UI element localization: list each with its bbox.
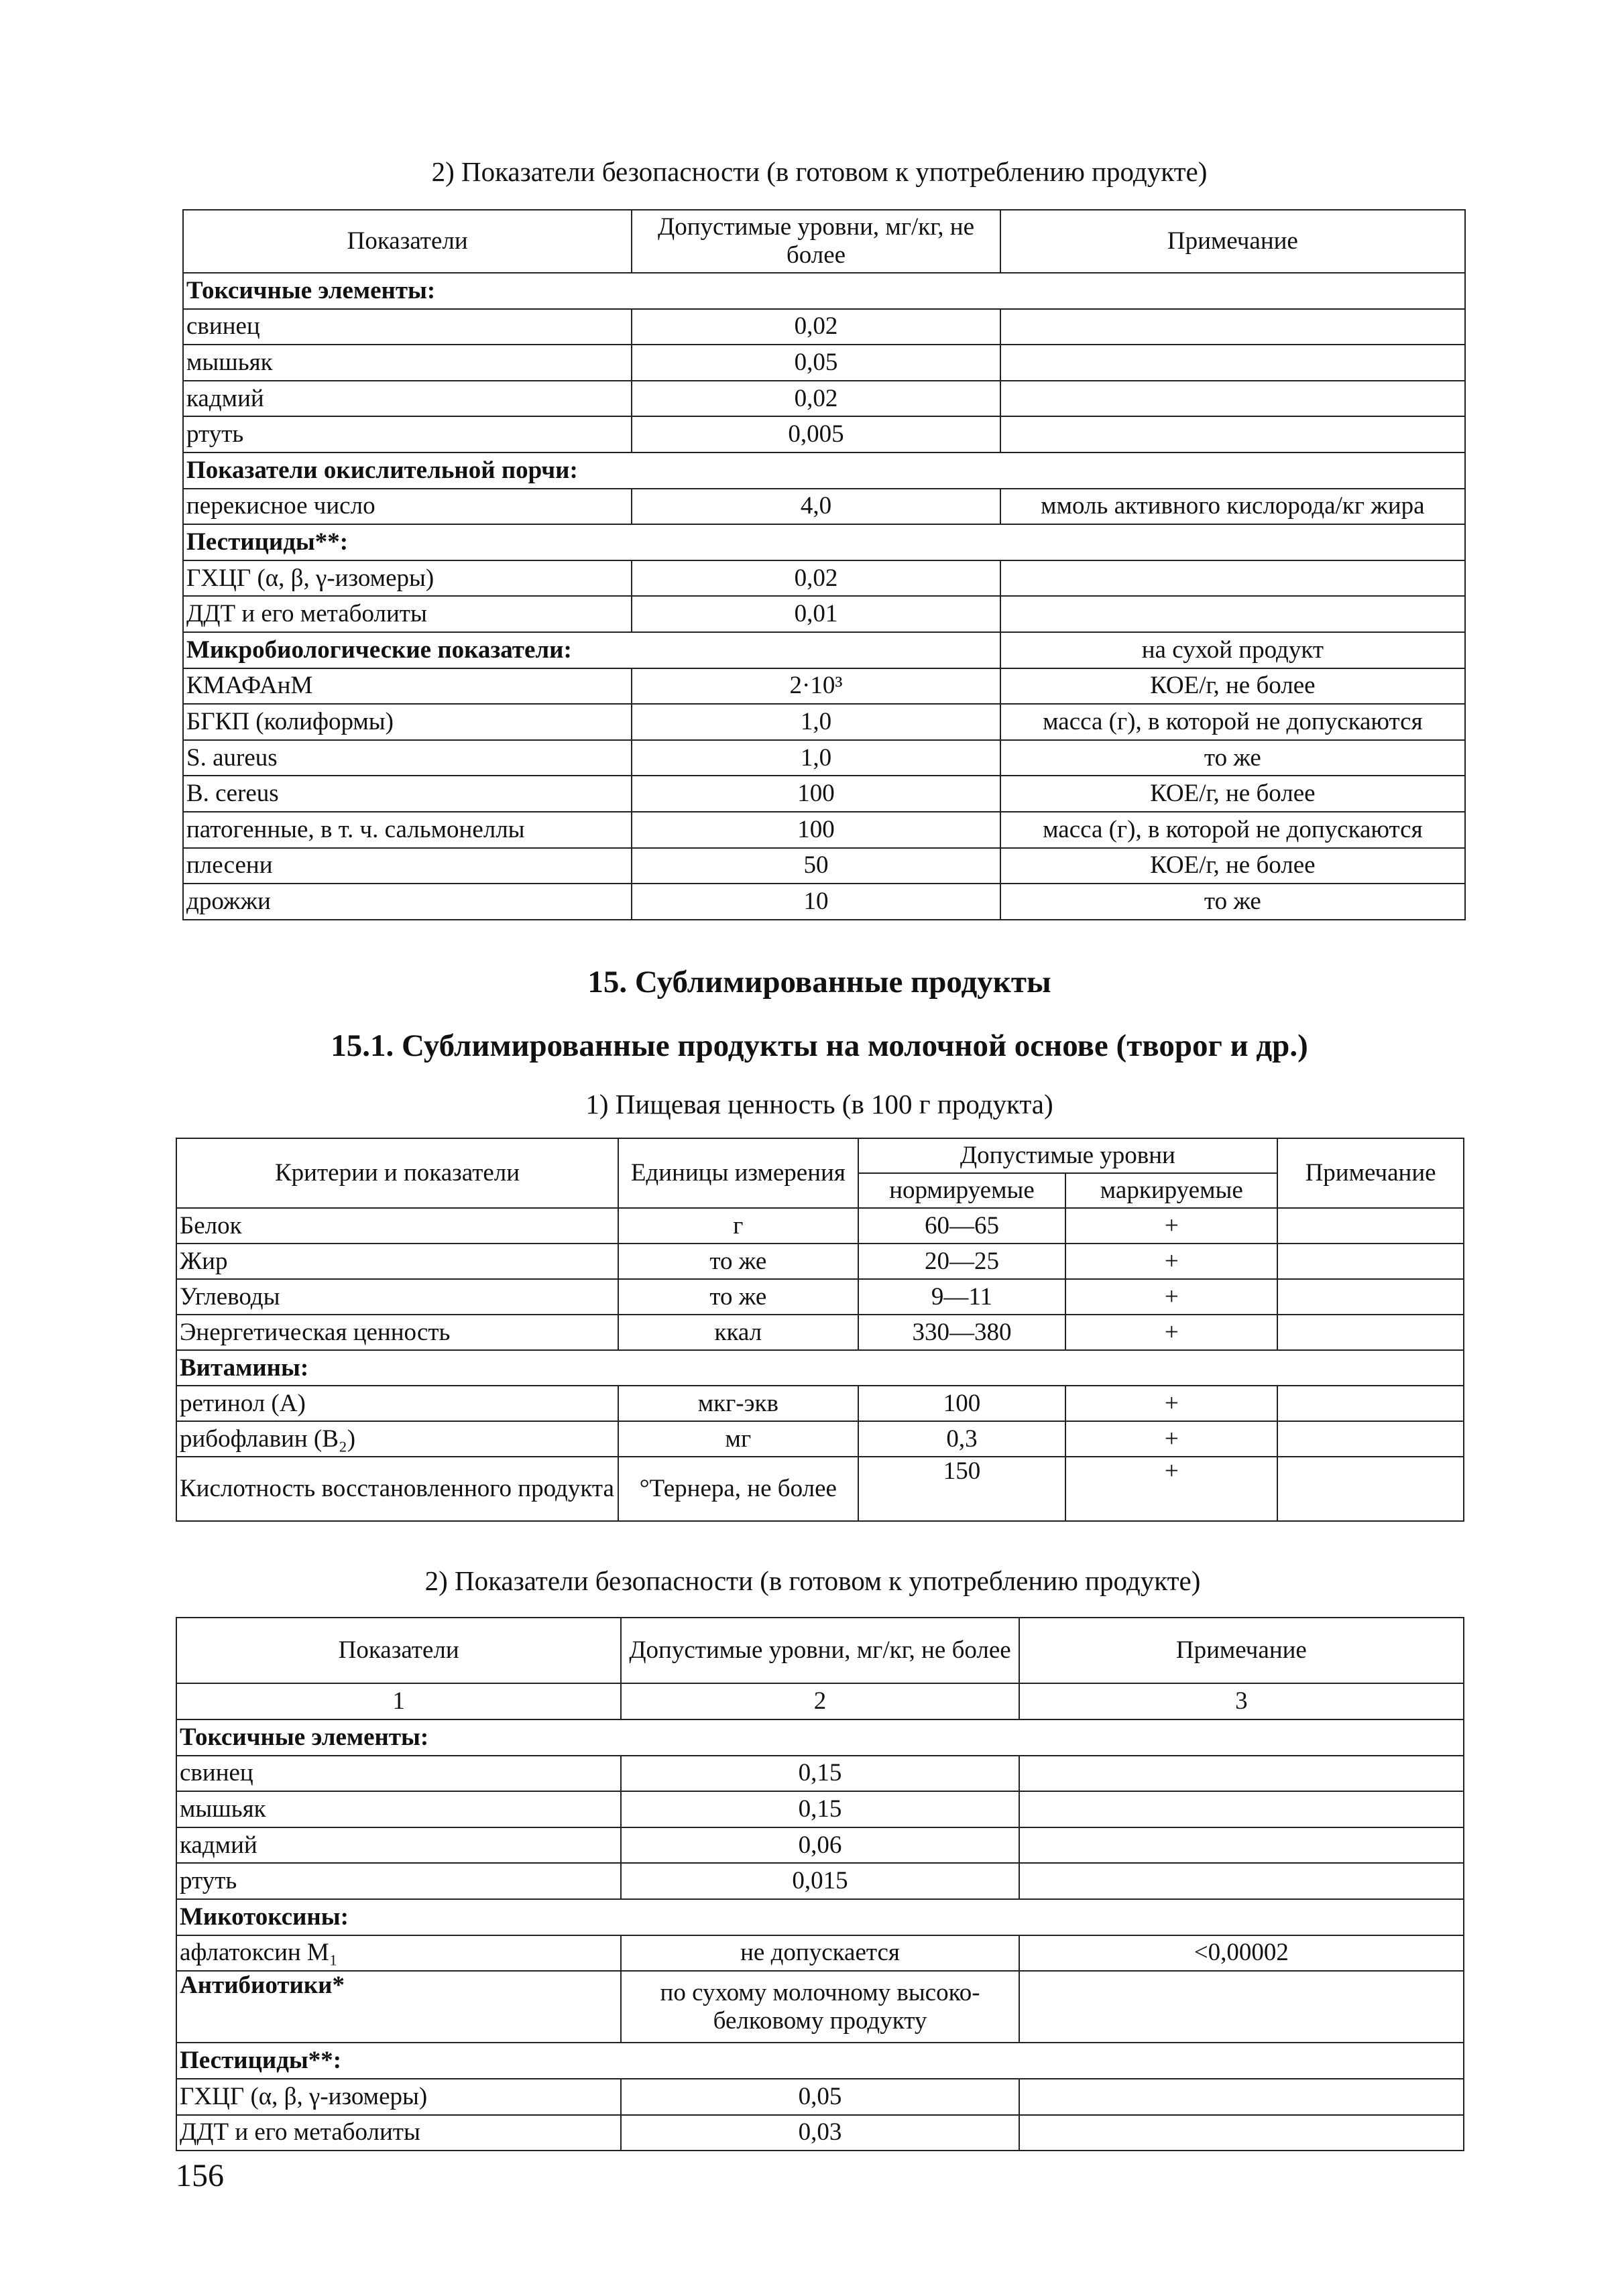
indicator-cell: перекисное число [183, 489, 632, 525]
page-number: 156 [176, 2158, 224, 2193]
normalized-cell: 150 [858, 1457, 1066, 1521]
section-label: Витамины: [176, 1350, 1464, 1386]
note-cell [1000, 560, 1465, 597]
nutrition-table [176, 1138, 1464, 1522]
units-cell: то же [618, 1244, 858, 1279]
level-cell: 0,02 [632, 309, 1000, 345]
labeled-cell: + [1065, 1315, 1277, 1350]
level-cell: 2·10³ [632, 668, 1000, 705]
table-row [176, 1279, 1464, 1315]
note-cell: то же [1000, 884, 1465, 920]
table-row [183, 309, 1465, 345]
level-cell: 1,0 [632, 740, 1000, 776]
th-note: Примечание [1019, 1618, 1464, 1683]
level-cell: 0,005 [632, 416, 1000, 452]
note-cell: <0,00002 [1019, 1935, 1464, 1972]
table-row [176, 1863, 1464, 1899]
indicator-cell: ГХЦГ (α, β, γ-изомеры) [183, 560, 632, 597]
section-row [183, 273, 1465, 309]
section-label: Токсичные элементы: [183, 273, 1465, 309]
table3-caption: 2) Показатели безопасности (в готовом к употреблению продукте) [424, 1565, 1201, 1596]
col-number-2: 2 [621, 1683, 1019, 1719]
table-row [176, 1421, 1464, 1457]
indicator-cell: ДДТ и его метаболиты [176, 2115, 621, 2151]
level-cell: 0,05 [632, 345, 1000, 381]
level-cell: 50 [632, 848, 1000, 884]
labeled-cell: + [1065, 1421, 1277, 1457]
note-cell [1277, 1244, 1464, 1279]
units-cell: мг [618, 1421, 858, 1457]
units-cell: г [618, 1208, 858, 1244]
note-cell [1019, 1863, 1464, 1899]
table-row [176, 2079, 1464, 2115]
units-cell: то же [618, 1279, 858, 1315]
note-cell [1019, 1791, 1464, 1827]
table-row [183, 345, 1465, 381]
indicator-cell: мышьяк [183, 345, 632, 381]
note-cell [1277, 1457, 1464, 1521]
note-cell: КОЕ/г, не более [1000, 848, 1465, 884]
note-cell [1019, 1971, 1464, 2043]
safety-table-2 [176, 1617, 1464, 2151]
indicator-cell: свинец [183, 309, 632, 345]
note-cell: масса (г), в которой не допускаются [1000, 704, 1465, 740]
level-cell: 10 [632, 884, 1000, 920]
th-levels: Допустимые уровни, мг/кг, не более [621, 1618, 1019, 1683]
note-cell: то же [1000, 740, 1465, 776]
indicator-cell: свинец [176, 1756, 621, 1792]
note-cell [1000, 596, 1465, 632]
indicator-cell: Антибиотики* [176, 1971, 621, 2043]
note-cell: масса (г), в которой не допускаются [1000, 812, 1465, 848]
col-number-3: 3 [1019, 1683, 1464, 1719]
indicator-cell: ГХЦГ (α, β, γ-изомеры) [176, 2079, 621, 2115]
th-units: Единицы измерения [618, 1138, 858, 1208]
table-row [176, 1827, 1464, 1864]
table-row [176, 1386, 1464, 1421]
level-cell: 4,0 [632, 489, 1000, 525]
note-cell [1277, 1421, 1464, 1457]
note-cell [1000, 309, 1465, 345]
criteria-cell: ретинол (А) [176, 1386, 618, 1421]
criteria-cell: рибофлавин (B₂) [176, 1421, 618, 1457]
col-number-1: 1 [176, 1683, 621, 1719]
note-cell [1019, 2115, 1464, 2151]
normalized-cell: 0,3 [858, 1421, 1066, 1457]
table-row [183, 381, 1465, 417]
table-row [183, 812, 1465, 848]
note-cell [1277, 1279, 1464, 1315]
table-row [176, 1244, 1464, 1279]
section-label: Токсичные элементы: [176, 1719, 1464, 1756]
th-note: Примечание [1277, 1138, 1464, 1208]
indicator-cell: патогенные, в т. ч. сальмонеллы [183, 812, 632, 848]
note-cell [1019, 1827, 1464, 1864]
th-indicators: Показатели [176, 1618, 621, 1683]
units-cell: °Тернера, не более [618, 1457, 858, 1521]
note-cell [1019, 2079, 1464, 2115]
section-row [183, 632, 1465, 668]
note-cell [1019, 1756, 1464, 1792]
table-row [183, 884, 1465, 920]
section-row [176, 2043, 1464, 2079]
labeled-cell: + [1065, 1279, 1277, 1315]
section-label: Микотоксины: [176, 1899, 1464, 1935]
table-row [183, 668, 1465, 705]
table-row [176, 1756, 1464, 1792]
labeled-cell: + [1065, 1244, 1277, 1279]
table-row [176, 1315, 1464, 1350]
criteria-cell: Жир [176, 1244, 618, 1279]
section-label: Пестициды**: [176, 2043, 1464, 2079]
table-row [183, 560, 1465, 597]
table-row [183, 596, 1465, 632]
level-cell: 0,15 [621, 1791, 1019, 1827]
criteria-cell: Углеводы [176, 1279, 618, 1315]
table-row [183, 704, 1465, 740]
table2-caption: 1) Пищевая ценность (в 100 г продукта) [585, 1089, 1053, 1120]
section-label: Пестициды**: [183, 524, 1465, 560]
th-note: Примечание [1000, 210, 1465, 273]
indicator-cell: мышьяк [176, 1791, 621, 1827]
th-levels: Допустимые уровни, мг/кг, не более [632, 210, 1000, 273]
note-cell: ммоль активного кислорода/кг жира [1000, 489, 1465, 525]
units-cell: мкг-экв [618, 1386, 858, 1421]
level-cell: 0,05 [621, 2079, 1019, 2115]
th-allowed-levels: Допустимые уровни [858, 1138, 1278, 1173]
section-label: Микробиологические показатели: [183, 632, 1000, 668]
indicator-cell: B. cereus [183, 776, 632, 812]
labeled-cell: + [1065, 1208, 1277, 1244]
table-row [176, 1208, 1464, 1244]
note-cell [1000, 416, 1465, 452]
th-normalized: нормируемые [858, 1173, 1066, 1208]
normalized-cell: 100 [858, 1386, 1066, 1421]
note-cell: КОЕ/г, не более [1000, 776, 1465, 812]
labeled-cell: + [1065, 1457, 1277, 1521]
criteria-cell: Энергетическая ценность [176, 1315, 618, 1350]
table-row [176, 1791, 1464, 1827]
level-cell: не допускается [621, 1935, 1019, 1972]
note-cell [1277, 1208, 1464, 1244]
normalized-cell: 330—380 [858, 1315, 1066, 1350]
level-cell: 100 [632, 812, 1000, 848]
indicator-cell: S. aureus [183, 740, 632, 776]
table-row [183, 740, 1465, 776]
table-row [176, 2115, 1464, 2151]
table3-header-row [176, 1618, 1464, 1683]
table-row [183, 776, 1465, 812]
indicator-cell: кадмий [183, 381, 632, 417]
section-row [183, 524, 1465, 560]
table-row [176, 1971, 1464, 2043]
th-labeled: маркируемые [1065, 1173, 1277, 1208]
table2-header-row-1 [176, 1138, 1464, 1173]
table3-column-numbers [176, 1683, 1464, 1719]
section-label: Показатели окислительной порчи: [183, 452, 1465, 489]
section-heading-15: 15. Сублимированные продукты [587, 965, 1051, 1000]
note-cell [1277, 1315, 1464, 1350]
note-cell: КОЕ/г, не более [1000, 668, 1465, 705]
level-cell: по сухому молочному высоко-белковому продукту [621, 1971, 1019, 2043]
note-cell [1000, 345, 1465, 381]
table1-header-row [183, 210, 1465, 273]
table-row [176, 1935, 1464, 1972]
level-cell: 0,15 [621, 1756, 1019, 1792]
note-cell [1000, 381, 1465, 417]
indicator-cell: афлатоксин M₁ [176, 1935, 621, 1972]
section-heading-15-1: 15.1. Сублимированные продукты на молочной основе (творог и др.) [331, 1028, 1308, 1063]
level-cell: 0,06 [621, 1827, 1019, 1864]
level-cell: 0,03 [621, 2115, 1019, 2151]
note-cell [1277, 1386, 1464, 1421]
units-cell: ккал [618, 1315, 858, 1350]
level-cell: 100 [632, 776, 1000, 812]
indicator-cell: ртуть [176, 1863, 621, 1899]
section-row [176, 1350, 1464, 1386]
normalized-cell: 20—25 [858, 1244, 1066, 1279]
safety-table-1 [182, 209, 1466, 920]
indicator-cell: кадмий [176, 1827, 621, 1864]
indicator-cell: дрожжи [183, 884, 632, 920]
level-cell: 0,015 [621, 1863, 1019, 1899]
indicator-cell: БГКП (колиформы) [183, 704, 632, 740]
indicator-cell: КМАФАнМ [183, 668, 632, 705]
labeled-cell: + [1065, 1386, 1277, 1421]
section-note: на сухой продукт [1000, 632, 1465, 668]
th-indicators: Показатели [183, 210, 632, 273]
normalized-cell: 9—11 [858, 1279, 1066, 1315]
level-cell: 1,0 [632, 704, 1000, 740]
section-row [183, 452, 1465, 489]
level-cell: 0,01 [632, 596, 1000, 632]
indicator-cell: ртуть [183, 416, 632, 452]
indicator-cell: ДДТ и его метаболиты [183, 596, 632, 632]
table-row [183, 848, 1465, 884]
table-row [183, 489, 1465, 525]
section-row [176, 1899, 1464, 1935]
criteria-cell: Кислотность восстановленного продукта [176, 1457, 618, 1521]
section-row [176, 1719, 1464, 1756]
table-row [183, 416, 1465, 452]
th-criteria: Критерии и показатели [176, 1138, 618, 1208]
table1-caption: 2) Показатели безопасности (в готовом к употреблению продукте) [431, 156, 1208, 187]
level-cell: 0,02 [632, 381, 1000, 417]
indicator-cell: плесени [183, 848, 632, 884]
normalized-cell: 60—65 [858, 1208, 1066, 1244]
criteria-cell: Белок [176, 1208, 618, 1244]
table-row [176, 1457, 1464, 1521]
level-cell: 0,02 [632, 560, 1000, 597]
